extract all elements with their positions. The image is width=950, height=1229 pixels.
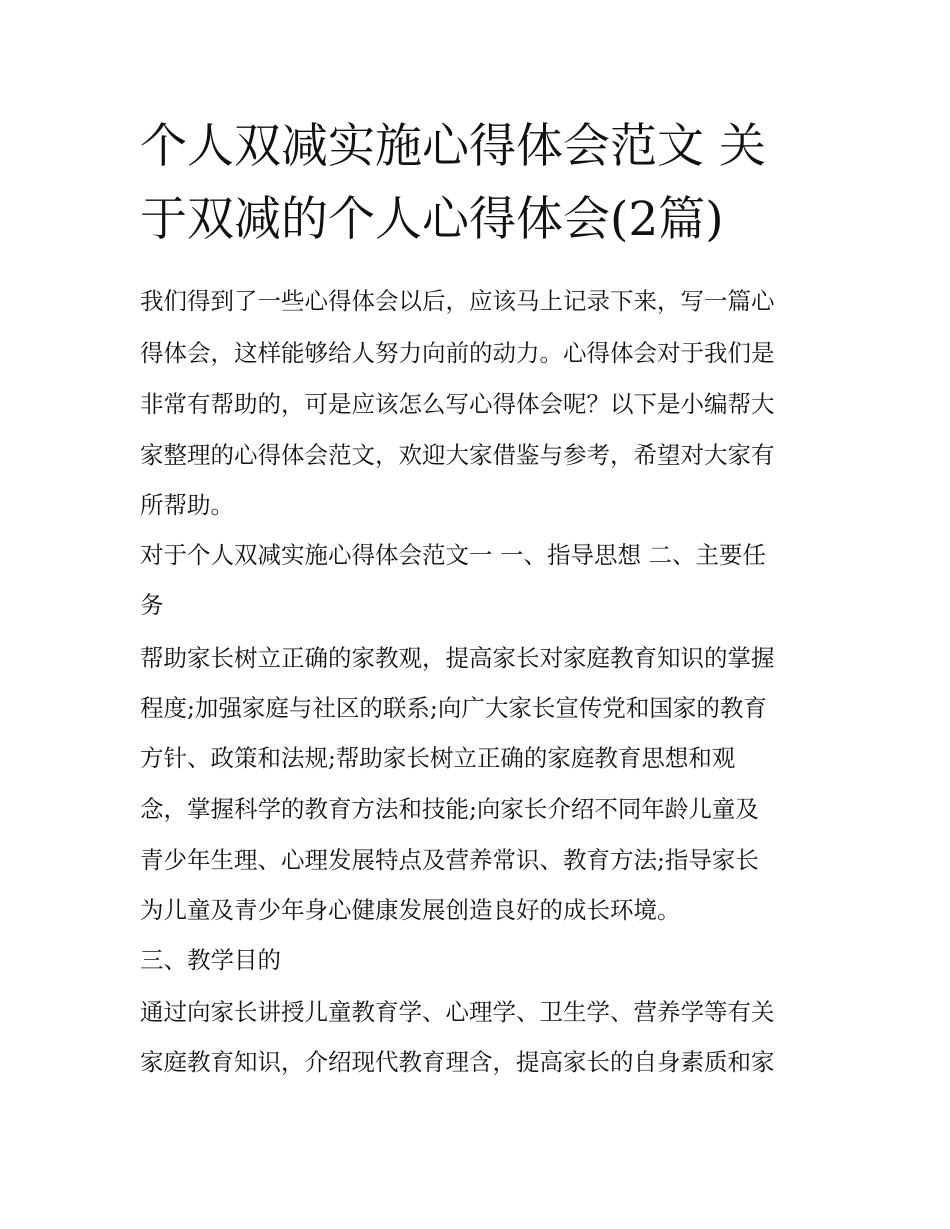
intro-line-1: 我们得到了一些心得体会以后，应该马上记录下来，写一篇心 <box>140 287 775 315</box>
title-line-2: 于双减的个人心得体会(2篇) <box>140 192 724 247</box>
intro-line-5: 所帮助。 <box>140 491 234 519</box>
title-line-1: 个人双减实施心得体会范文 关 <box>140 119 766 174</box>
intro-line-3: 非常有帮助的，可是应该怎么写心得体会呢？以下是小编帮大 <box>140 390 775 418</box>
section-heading-line-1: 对于个人双减实施心得体会范文一 一、指导思想 二、主要任 <box>140 541 766 569</box>
task-paragraph-line-5: 青少年生理、心理发展特点及营养常识、教育方法;指导家长 <box>140 846 759 874</box>
task-paragraph-line-1: 帮助家长树立正确的家教观，提高家长对家庭教育知识的掌握 <box>140 644 775 672</box>
task-paragraph-line-6: 为儿童及青少年身心健康发展创造良好的成长环境。 <box>140 896 681 924</box>
task-paragraph-line-3: 方针、政策和法规;帮助家长树立正确的家庭教育思想和观 <box>140 744 736 772</box>
intro-line-2: 得体会，这样能够给人努力向前的动力。心得体会对于我们是 <box>140 339 775 367</box>
section-heading-line-2: 务 <box>140 591 164 619</box>
task-paragraph-line-2: 程度;加强家庭与社区的联系;向广大家长宣传党和国家的教育 <box>140 694 767 722</box>
intro-line-4: 家整理的心得体会范文，欢迎大家借鉴与参考，希望对大家有 <box>140 441 775 469</box>
purpose-paragraph-line-2: 家庭教育知识，介绍现代教育理含，提高家长的自身素质和家 <box>140 1048 775 1076</box>
purpose-paragraph-line-1: 通过向家长讲授儿童教育学、心理学、卫生学、营养学等有关 <box>140 998 775 1026</box>
task-paragraph-line-4: 念，掌握科学的教育方法和技能;向家长介绍不同年龄儿童及 <box>140 795 759 823</box>
document-title <box>140 110 820 256</box>
section-heading-teaching-purpose: 三、教学目的 <box>140 946 281 974</box>
